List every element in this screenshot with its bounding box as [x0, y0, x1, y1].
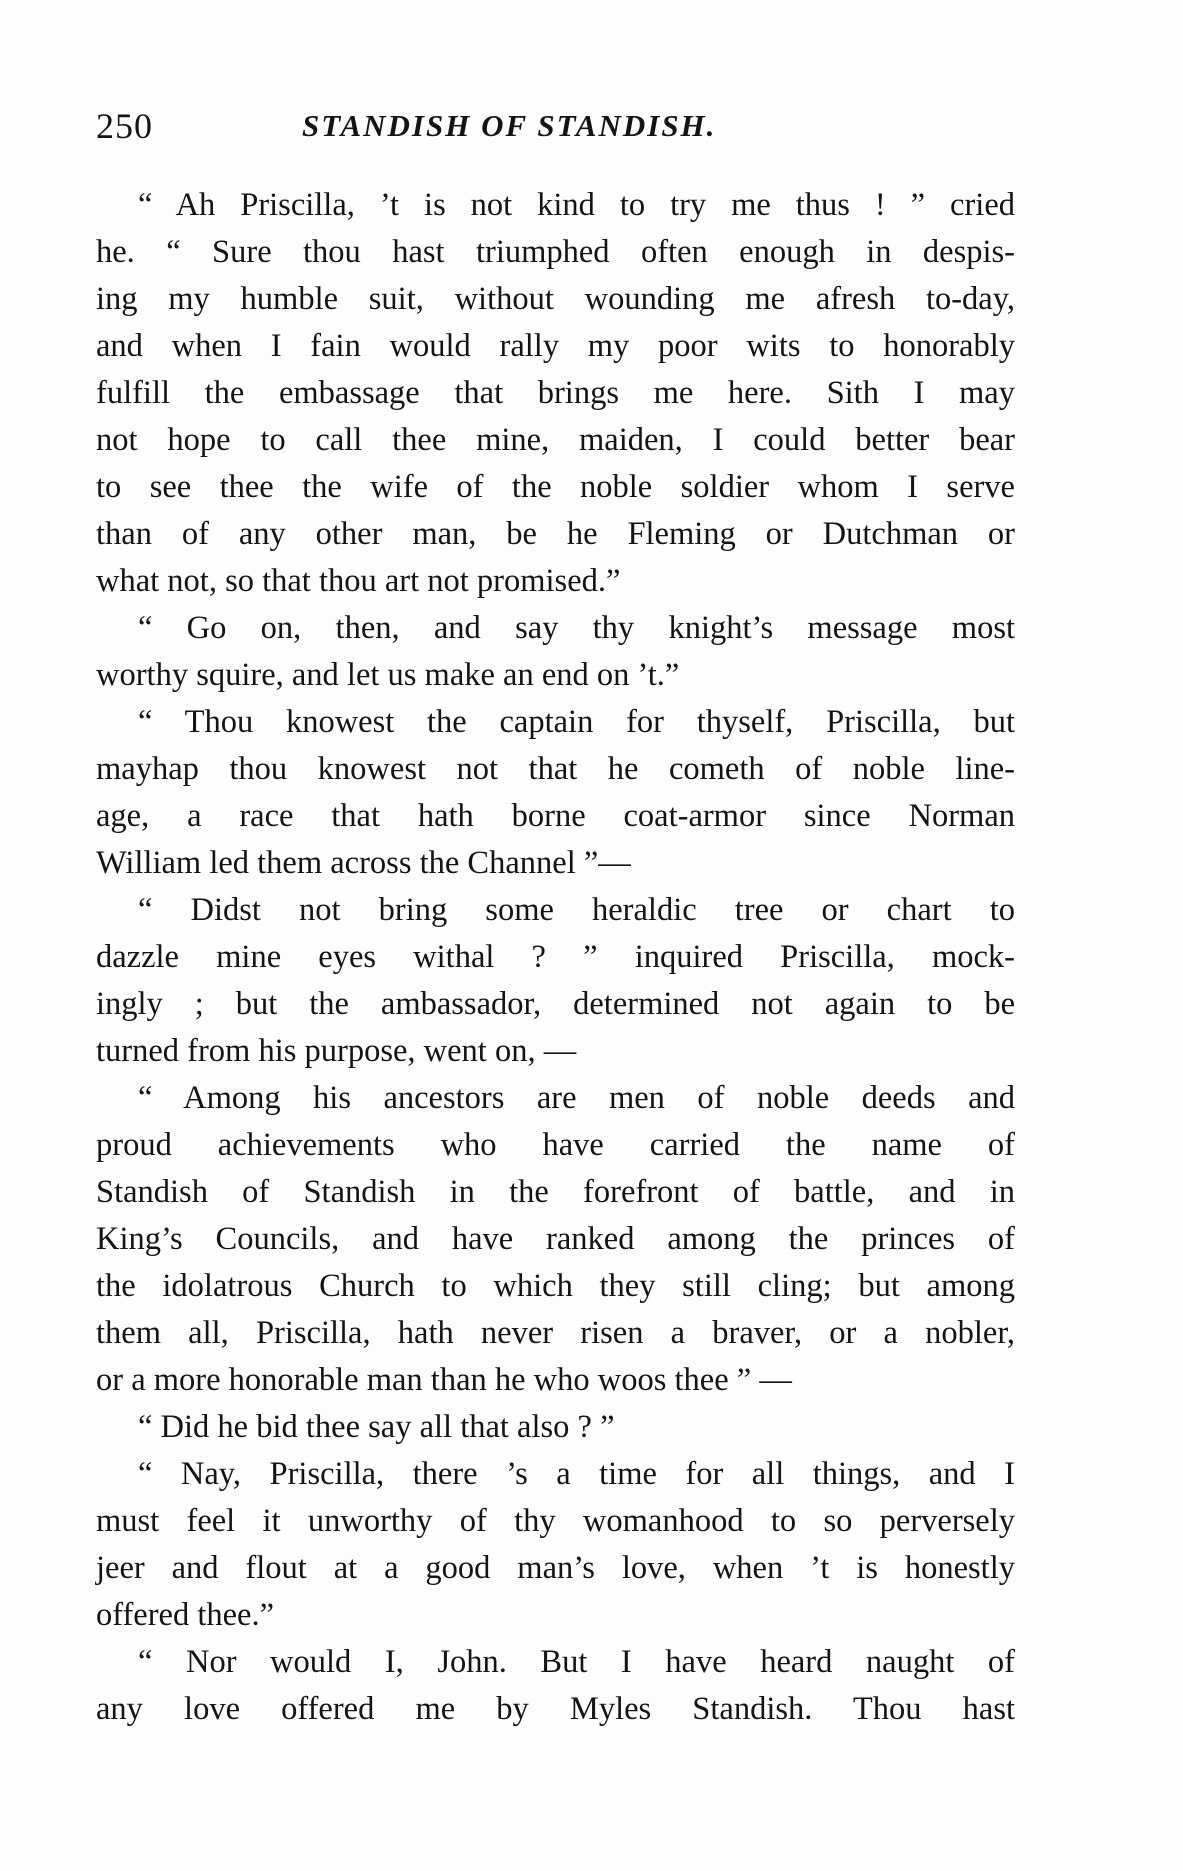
- text-line: ing my humble suit, without wounding me afresh to-day,: [96, 281, 1015, 317]
- text-line: “ Go on, then, and say thy knight’s message most: [138, 610, 1015, 646]
- text-line: must feel it unworthy of thy womanhood to so perversely: [96, 1503, 1015, 1539]
- text-line: proud achievements who have carried the name of: [96, 1127, 1015, 1163]
- text-line: “ Among his ancestors are men of noble deeds and: [138, 1080, 1015, 1116]
- text-line: “ Didst not bring some heraldic tree or chart to: [138, 892, 1015, 928]
- body-text: [96, 182, 1015, 1733]
- text-line: age, a race that hath borne coat-armor since Norman: [96, 798, 1015, 834]
- text-line: turned from his purpose, went on, —: [96, 1033, 577, 1069]
- text-line: mayhap thou knowest not that he cometh of noble line-: [96, 751, 1015, 787]
- text-line: William led them across the Channel ”—: [96, 845, 631, 881]
- text-line: “ Nor would I, John. But I have heard naught of: [138, 1644, 1015, 1680]
- text-line: them all, Priscilla, hath never risen a braver, or a nobler,: [96, 1315, 1015, 1351]
- text-line: he. “ Sure thou hast triumphed often enough in despis-: [96, 234, 1015, 270]
- text-line: not hope to call thee mine, maiden, I could better bear: [96, 422, 1015, 458]
- text-line: and when I fain would rally my poor wits to honorably: [96, 328, 1015, 364]
- text-line: ingly ; but the ambassador, determined not again to be: [96, 986, 1015, 1022]
- text-line: “ Nay, Priscilla, there ’s a time for all things, and I: [138, 1456, 1015, 1492]
- text-line: “ Ah Priscilla, ’t is not kind to try me thus ! ” cried: [138, 187, 1015, 223]
- text-line: “ Thou knowest the captain for thyself, Priscilla, but: [138, 704, 1015, 740]
- text-line: fulfill the embassage that brings me here. Sith I may: [96, 375, 1015, 411]
- page-number: 250: [96, 106, 153, 146]
- text-line: jeer and flout at a good man’s love, when ’t is honestly: [96, 1550, 1015, 1586]
- text-line: or a more honorable man than he who woos thee ” —: [96, 1362, 792, 1398]
- text-line: “ Did he bid thee say all that also ? ”: [138, 1409, 615, 1445]
- text-line: any love offered me by Myles Standish. Thou hast: [96, 1691, 1015, 1727]
- text-line: than of any other man, be he Fleming or Dutchman or: [96, 516, 1015, 552]
- page-header: [96, 100, 1016, 152]
- text-line: what not, so that thou art not promised.”: [96, 563, 621, 599]
- text-line: offered thee.”: [96, 1597, 275, 1633]
- text-line: King’s Councils, and have ranked among the princes of: [96, 1221, 1015, 1257]
- text-line: Standish of Standish in the forefront of battle, and in: [96, 1174, 1015, 1210]
- text-line: the idolatrous Church to which they still cling; but among: [96, 1268, 1015, 1304]
- text-line: dazzle mine eyes withal ? ” inquired Priscilla, mock-: [96, 939, 1015, 975]
- text-line: worthy squire, and let us make an end on ’t.”: [96, 657, 680, 693]
- text-line: to see thee the wife of the noble soldier whom I serve: [96, 469, 1015, 505]
- running-title: STANDISH OF STANDISH.: [302, 108, 717, 143]
